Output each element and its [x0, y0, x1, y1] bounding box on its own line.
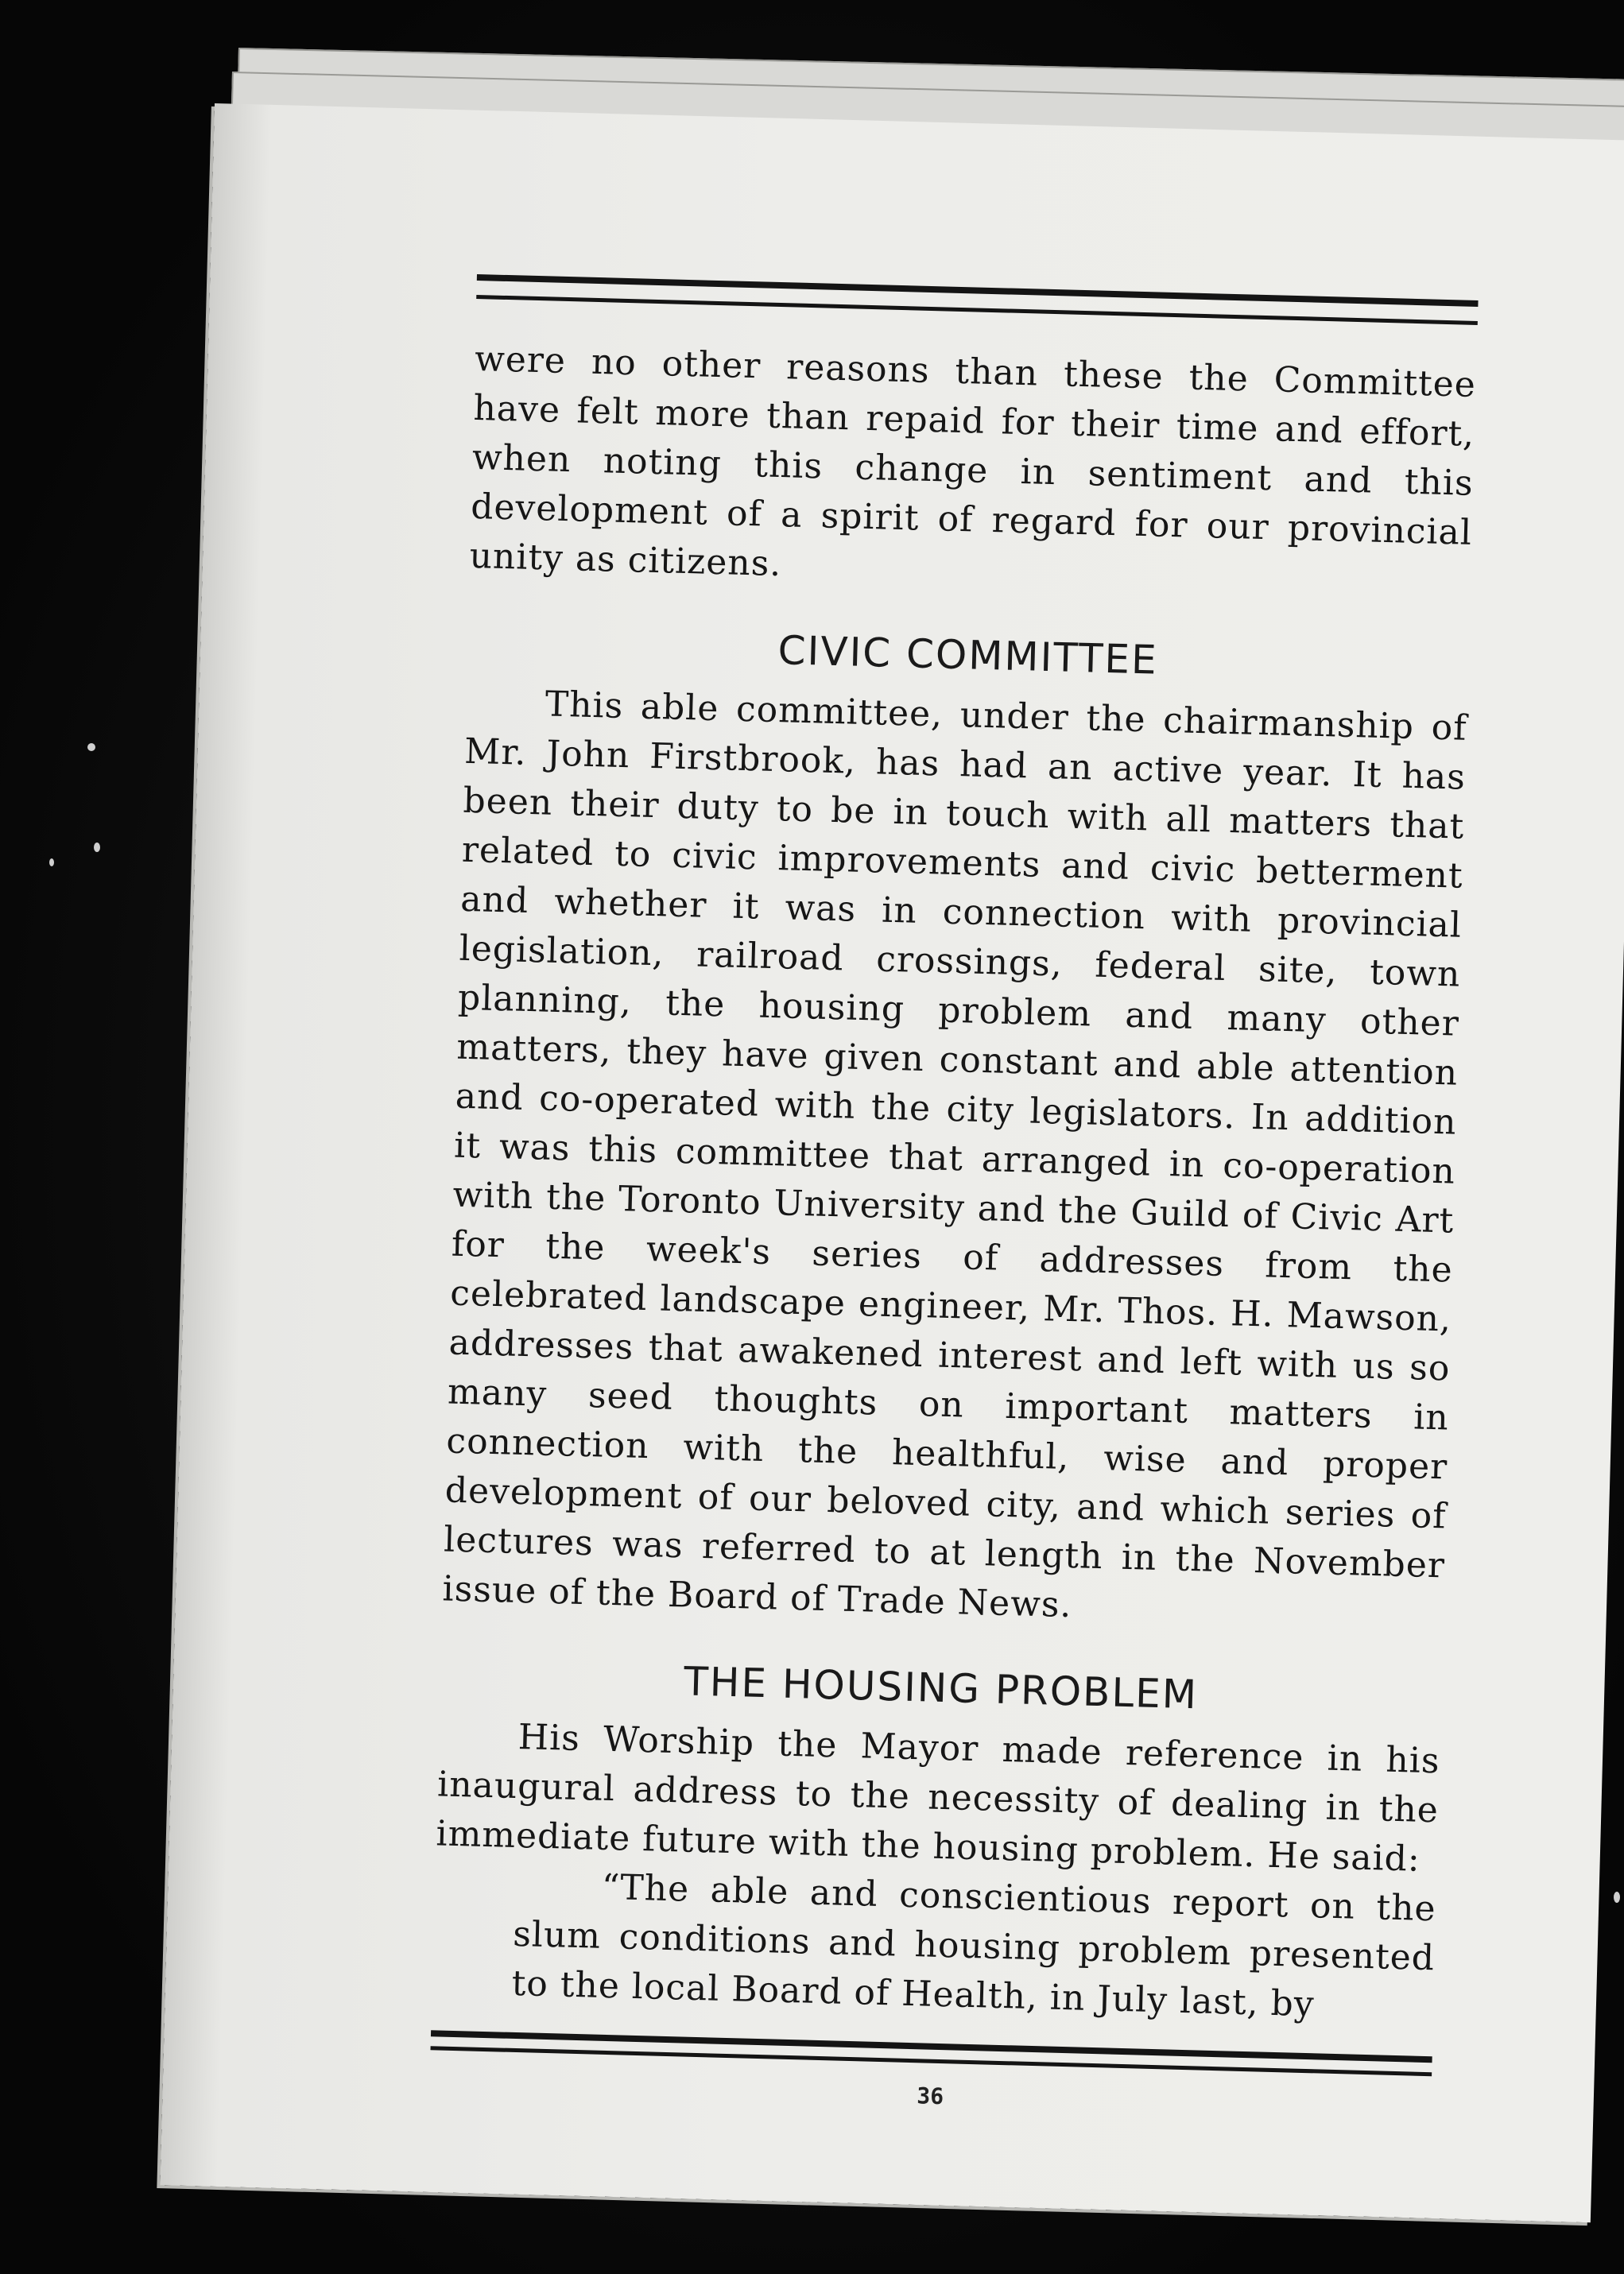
section-heading-civic-committee: CIVIC COMMITTEE: [777, 627, 1159, 684]
mayor-quote: “The able and conscientious report on the slum conditions and housing problem presented to the local Board of Health, in July last, by: [511, 1866, 1437, 2025]
page-content: [429, 274, 1479, 2122]
section-heading-housing-problem: THE HOUSING PROBLEM: [683, 1658, 1199, 1718]
opening-paragraph: were no other reasons than these the Committee have felt more than repaid for their time and effort, when noting this change in sentiment and this development of a spirit of regard for our provincial unity as citizens.: [469, 338, 1477, 585]
dust-speck: [49, 858, 54, 866]
page-number: 36: [916, 2082, 944, 2110]
dust-speck: [94, 843, 100, 852]
housing-problem-body: His Worship the Mayor made reference in his inaugural address to the necessity of dealing in the immediate future with the housing problem. He said:: [435, 1716, 1441, 1880]
civic-committee-body: This able committee, under the chairmanship of Mr. John Firstbrook, has had an active year. It has been their duty to be in touch with all matters that related to civic improvements and civic betterment and whether it was in connection with provincial legislation, railroad crossings, federal site, town planning, the housing problem and many other matters, they have given constant and able attention and co-operated with the city legislators. In addition it was this committee that arranged in co-operation with the Toronto University and the Guild of Civic Art for the week's series of addresses from the celebrated landscape engineer, Mr. Thos. H. Mawson, addresses that awakened interest and left with us so many seed thoughts on important matters in connection with the healthful, wise and proper development of our beloved city, and which series of lectures was referred to at length in the November issue of the Board of Trade News.: [442, 684, 1468, 1626]
dust-speck: [87, 743, 95, 751]
dust-speck: [1614, 1892, 1620, 1903]
